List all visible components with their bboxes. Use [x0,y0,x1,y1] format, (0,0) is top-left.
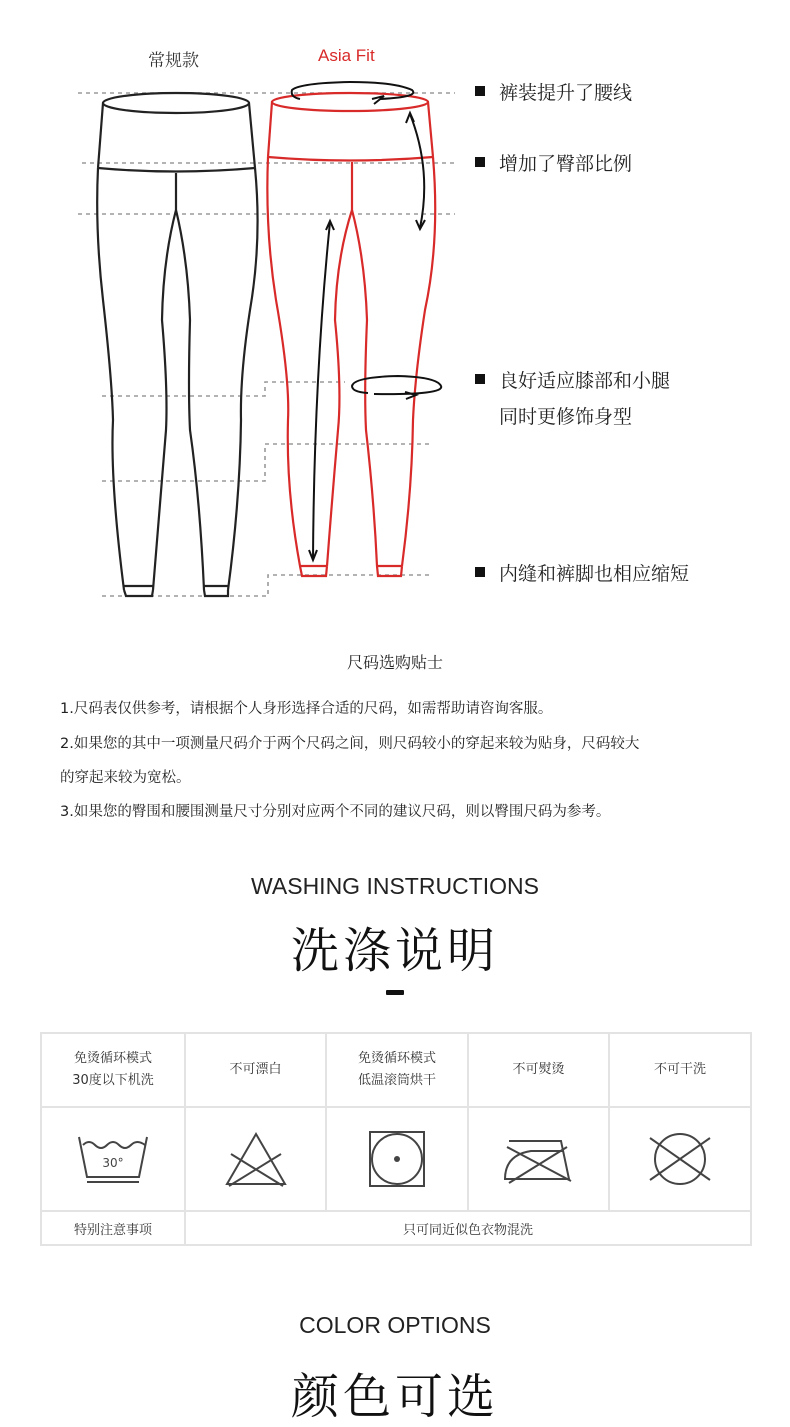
washing-header-row [41,1033,751,1107]
regular-leggings [97,93,257,596]
note-text: 裤装提升了腰线 [499,82,633,104]
wash-note-value: 只可同近似色衣物混洗 [185,1211,751,1245]
fit-comparison-figure [0,0,790,640]
wash-icon-cell [185,1107,326,1211]
wash-header-cell: 不可熨烫 [468,1033,609,1107]
tip-item: 的穿起来较为宽松。 [60,770,191,786]
note-text: 良好适应膝部和小腿 [499,370,671,392]
tip-item: 1.尺码表仅供参考，请根据个人身形选择合适的尺码，如需帮助请咨询客服。 [60,701,553,717]
bullet-square-icon [475,374,485,384]
wash-icon-cell [468,1107,609,1211]
color-title-en: COLOR OPTIONS [299,1312,491,1338]
washing-icon-row [41,1107,751,1211]
note-waist [475,75,632,111]
note-knee [475,363,670,435]
tip-item: 2.如果您的其中一项测量尺码介于两个尺码之间，则尺码较小的穿起来较为贴身，尺码较大 [60,736,640,752]
color-title-cn: 颜色可选 [290,1369,499,1425]
leggings-diagram [0,0,790,640]
bullet-square-icon [475,86,485,96]
note-hip [475,146,632,182]
note-text: 增加了臀部比例 [499,153,633,175]
note-text: 内缝和裤脚也相应缩短 [499,563,690,585]
wash-temp-label: 30° [102,1156,124,1170]
note-text-line2: 同时更修饰身型 [499,406,633,428]
tips-title: 尺码选购贴士 [346,653,443,672]
bullet-square-icon [475,157,485,167]
washing-note-row [41,1211,751,1245]
wash-header-cell: 免烫循环模式 低温滚筒烘干 [326,1033,468,1107]
washing-title-cn: 洗涤说明 [290,923,499,979]
wash-30-icon [75,1131,151,1187]
label-regular: 常规款 [148,51,199,71]
wash-note-label: 特别注意事项 [41,1211,185,1245]
wash-header-cell: 不可干洗 [609,1033,751,1107]
wash-icon-cell [41,1107,185,1211]
washing-table [40,1032,752,1246]
no-iron-icon [501,1133,577,1185]
guide-lines [78,93,455,596]
section-divider [386,990,404,995]
note-inseam [475,556,689,592]
wash-icon-cell [326,1107,468,1211]
no-bleach-icon [223,1130,289,1188]
asia-fit-leggings [267,93,435,576]
bullet-square-icon [475,567,485,577]
washing-title-en: WASHING INSTRUCTIONS [251,873,539,899]
wash-header-cell: 免烫循环模式 30度以下机洗 [41,1033,185,1107]
label-asia-fit: Asia Fit [318,46,375,65]
tumble-dry-low-icon [367,1129,427,1189]
wash-icon-cell [609,1107,751,1211]
tip-item: 3.如果您的臀围和腰围测量尺寸分别对应两个不同的建议尺码，则以臀围尺码为参考。 [60,804,611,820]
no-dry-clean-icon [646,1130,714,1188]
wash-header-cell: 不可漂白 [185,1033,326,1107]
